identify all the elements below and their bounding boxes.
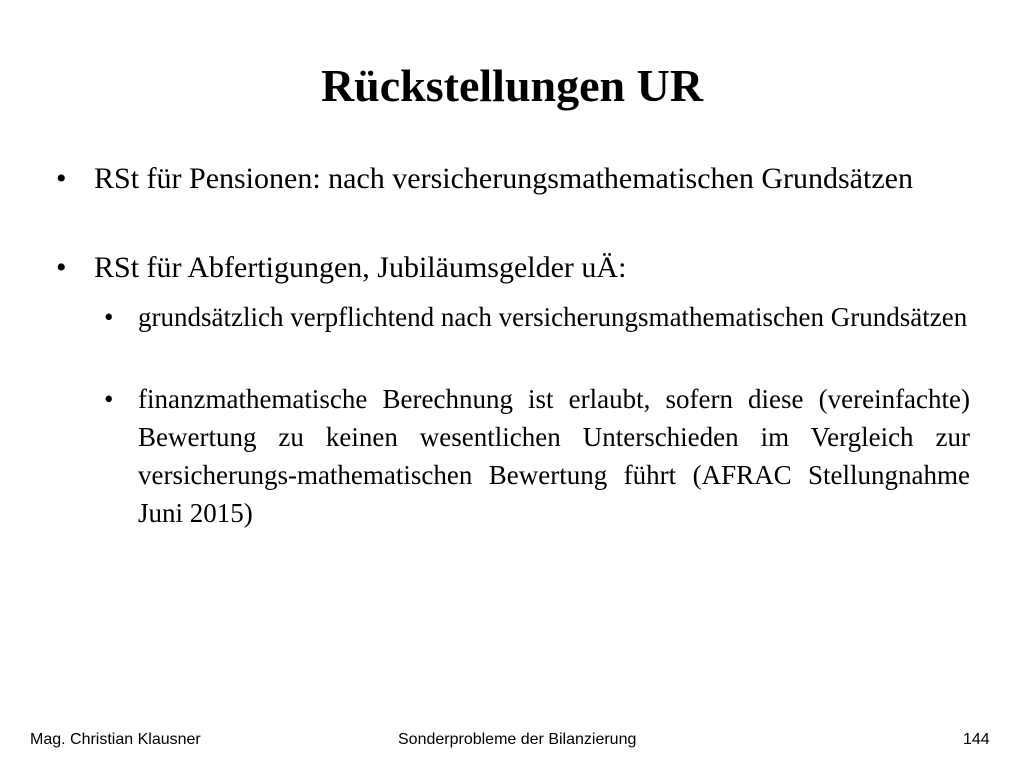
slide-title: Rückstellungen UR [320,60,704,111]
bullet-text: RSt für Abfertigungen, Jubiläumsgelder uÄ: [94,251,627,284]
bullet-mark: • [104,384,114,414]
bullet-text: RSt für Pensionen: nach versicherungsmathematischen Grundsätzen [94,162,913,195]
bullet-mark: • [104,302,114,332]
sub-bullet-financial-math [104,380,970,532]
bullet-mark: • [56,162,67,195]
sub-bullet-text: finanzmathematische Berechnung ist erlaubt, sofern diese (vereinfachte) Bewertung zu keinen wesentlichen Unterschieden im Vergleich zur versicherungs-mathematischen Bewertung führt (AFRAC Stellungnahme Juni 2015) [138,384,970,528]
footer-page-number: 144 [963,731,990,748]
bullet-mark: • [56,251,67,284]
sub-bullet-text: grundsätzlich verpflichtend nach versicherungsmathematischen Grundsätzen [138,302,968,332]
footer-topic: Sonderprobleme der Bilanzierung [398,731,637,748]
footer-author: Mag. Christian Klausner [30,731,201,748]
bullet-severance [56,249,956,287]
bullet-pensions [56,160,956,198]
sub-bullet-mandatory [104,298,970,336]
